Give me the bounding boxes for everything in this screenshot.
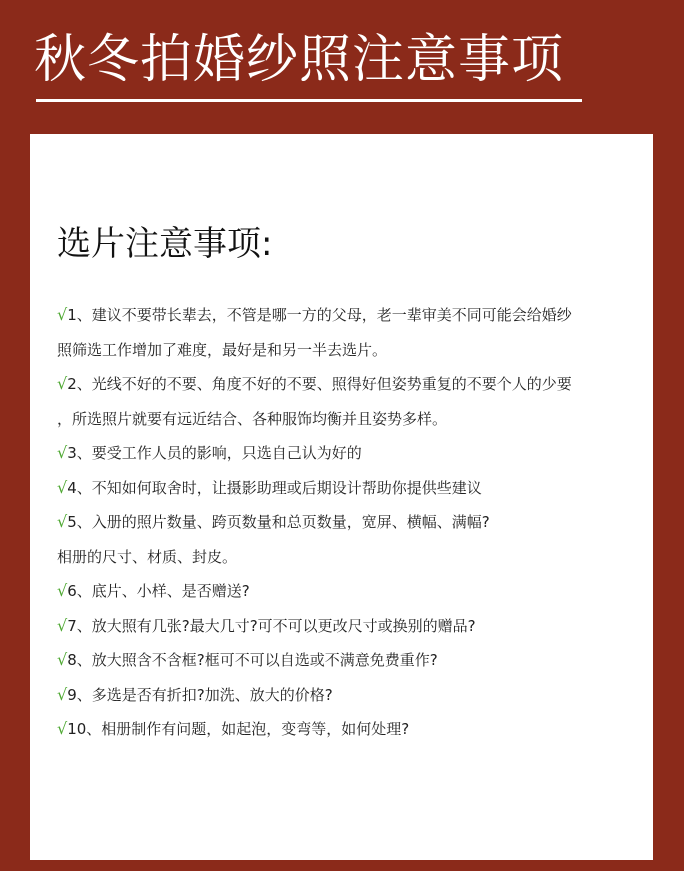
item-text: 相册的尺寸、材质、封皮。	[57, 547, 238, 566]
item-text: 、放大照含不含框?框可不可以自选或不满意免费重作?	[76, 651, 438, 669]
item-number: 2	[67, 375, 77, 393]
list-item	[57, 574, 627, 609]
check-icon: √	[57, 477, 68, 497]
check-icon: √	[57, 581, 68, 600]
item-number: 8	[67, 651, 77, 669]
check-icon: √	[57, 650, 68, 669]
content-panel	[30, 134, 653, 860]
check-icon: √	[57, 719, 68, 738]
list-item	[57, 471, 627, 506]
item-text: 、建议不要带长辈去，不管是哪一方的父母，老一辈审美不同可能会给婚纱	[76, 306, 572, 324]
title-underline	[36, 99, 582, 102]
note-list	[57, 298, 627, 747]
item-text: 、入册的照片数量、跨页数量和总页数量，宽屏、横幅、满幅?	[76, 513, 490, 531]
item-number: 9	[67, 685, 77, 704]
item-text: ，所选照片就要有远近结合、各种服饰均衡并且姿势多样。	[57, 409, 448, 428]
item-number: 5	[67, 513, 77, 531]
list-item	[57, 712, 627, 747]
list-item	[57, 367, 627, 402]
list-item	[57, 540, 627, 575]
item-text: 、多选是否有折扣?加洗、放大的价格?	[76, 685, 333, 704]
item-number: 10	[67, 720, 87, 738]
check-icon: √	[57, 684, 68, 704]
section-heading: 选片注意事项:	[57, 224, 273, 264]
check-icon: √	[57, 443, 68, 462]
item-number: 6	[67, 582, 77, 600]
list-item	[57, 333, 627, 368]
check-icon: √	[57, 615, 68, 635]
check-icon: √	[57, 374, 68, 393]
item-text: 、底片、小样、是否赠送?	[76, 582, 250, 600]
list-item	[57, 643, 627, 678]
list-item	[57, 678, 627, 713]
list-item	[57, 436, 627, 471]
page-title: 秋冬拍婚纱照注意事项	[34, 30, 565, 90]
list-item	[57, 298, 627, 333]
item-text: 、要受工作人员的影响，只选自己认为好的	[76, 444, 362, 462]
check-icon: √	[57, 512, 68, 531]
item-text: 、不知如何取舍时，让摄影助理或后期设计帮助你提供些建议	[76, 478, 482, 497]
item-number: 3	[67, 444, 77, 462]
list-item	[57, 609, 627, 644]
item-number: 1	[67, 306, 77, 324]
item-text: 、相册制作有问题，如起泡，变弯等，如何处理?	[86, 720, 410, 738]
item-text: 、光线不好的不要、角度不好的不要、照得好但姿势重复的不要个人的少要	[76, 375, 572, 393]
item-text: 照筛选工作增加了难度，最好是和另一半去选片。	[57, 340, 388, 359]
list-item	[57, 402, 627, 437]
item-number: 7	[67, 616, 77, 635]
check-icon: √	[57, 305, 68, 324]
item-text: 、放大照有几张?最大几寸?可不可以更改尺寸或换别的赠品?	[76, 616, 476, 635]
list-item	[57, 505, 627, 540]
item-number: 4	[67, 478, 77, 497]
